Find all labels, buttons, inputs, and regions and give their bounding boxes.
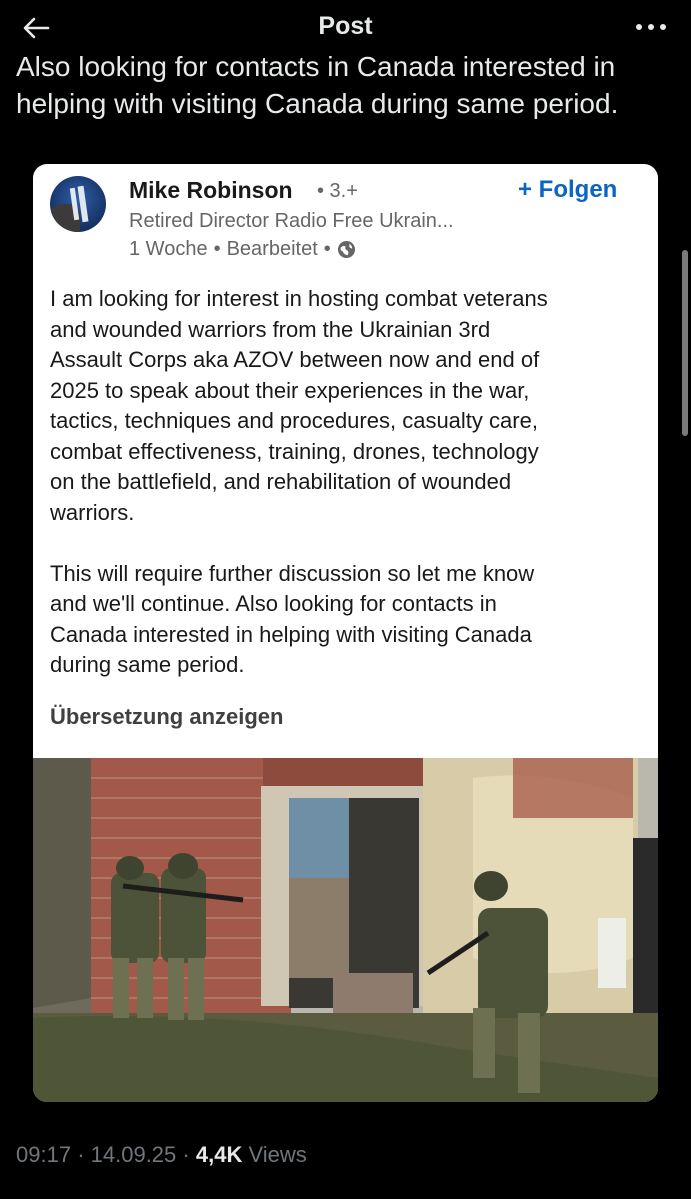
post-footer: 09:17 · 14.09.25 · 4,4K Views (16, 1142, 307, 1167)
post-body: I am looking for interest in hosting combat veterans and wounded warriors from the Ukrainian 3rd Assault Corps aka AZOV between now and end of 2025 to speak about their experiences in the war, tactics, techniques and procedures, casualty care, combat effectiveness, training, drones, technology on the battlefield, and rehabilitation of wounded warriors. This will require further discussion so let me know and we'll continue. Also looking for contacts in Canada interested in helping with visiting Canada during same period. (50, 286, 548, 677)
views-count[interactable]: 4,4K (195, 1142, 243, 1167)
more-options-button[interactable] (631, 10, 671, 44)
tweet-text-container (0, 56, 691, 136)
edited-label: Bearbeitet (226, 238, 318, 260)
avatar (50, 176, 106, 232)
scrollbar[interactable] (682, 250, 688, 436)
views-label: Views (248, 1142, 307, 1167)
author-name: Mike Robinson (129, 177, 293, 203)
tweet-text: Also looking for contacts in Canada interested in helping with visiting Canada during same period. (16, 56, 619, 119)
post-meta: 1 Woche • Bearbeitet • (129, 238, 356, 261)
more-horizontal-icon (631, 10, 671, 44)
page-title: Post (318, 12, 373, 40)
top-bar (0, 0, 691, 56)
connection-degree: • 3.+ (317, 180, 358, 202)
post-time: 09:17 (16, 1142, 72, 1167)
follow-button[interactable]: + Folgen (518, 176, 618, 203)
author-headline: Retired Director Radio Free Ukrain... (129, 210, 454, 232)
post-time: 1 Woche (129, 238, 208, 260)
post-photo[interactable] (33, 758, 658, 1102)
show-translation-link[interactable]: Übersetzung anzeigen (50, 704, 284, 729)
soldiers-photo-image (33, 758, 658, 1102)
post-date: 14.09.25 (90, 1142, 177, 1167)
globe-icon (337, 240, 356, 259)
linkedin-post-screenshot (33, 164, 658, 1102)
